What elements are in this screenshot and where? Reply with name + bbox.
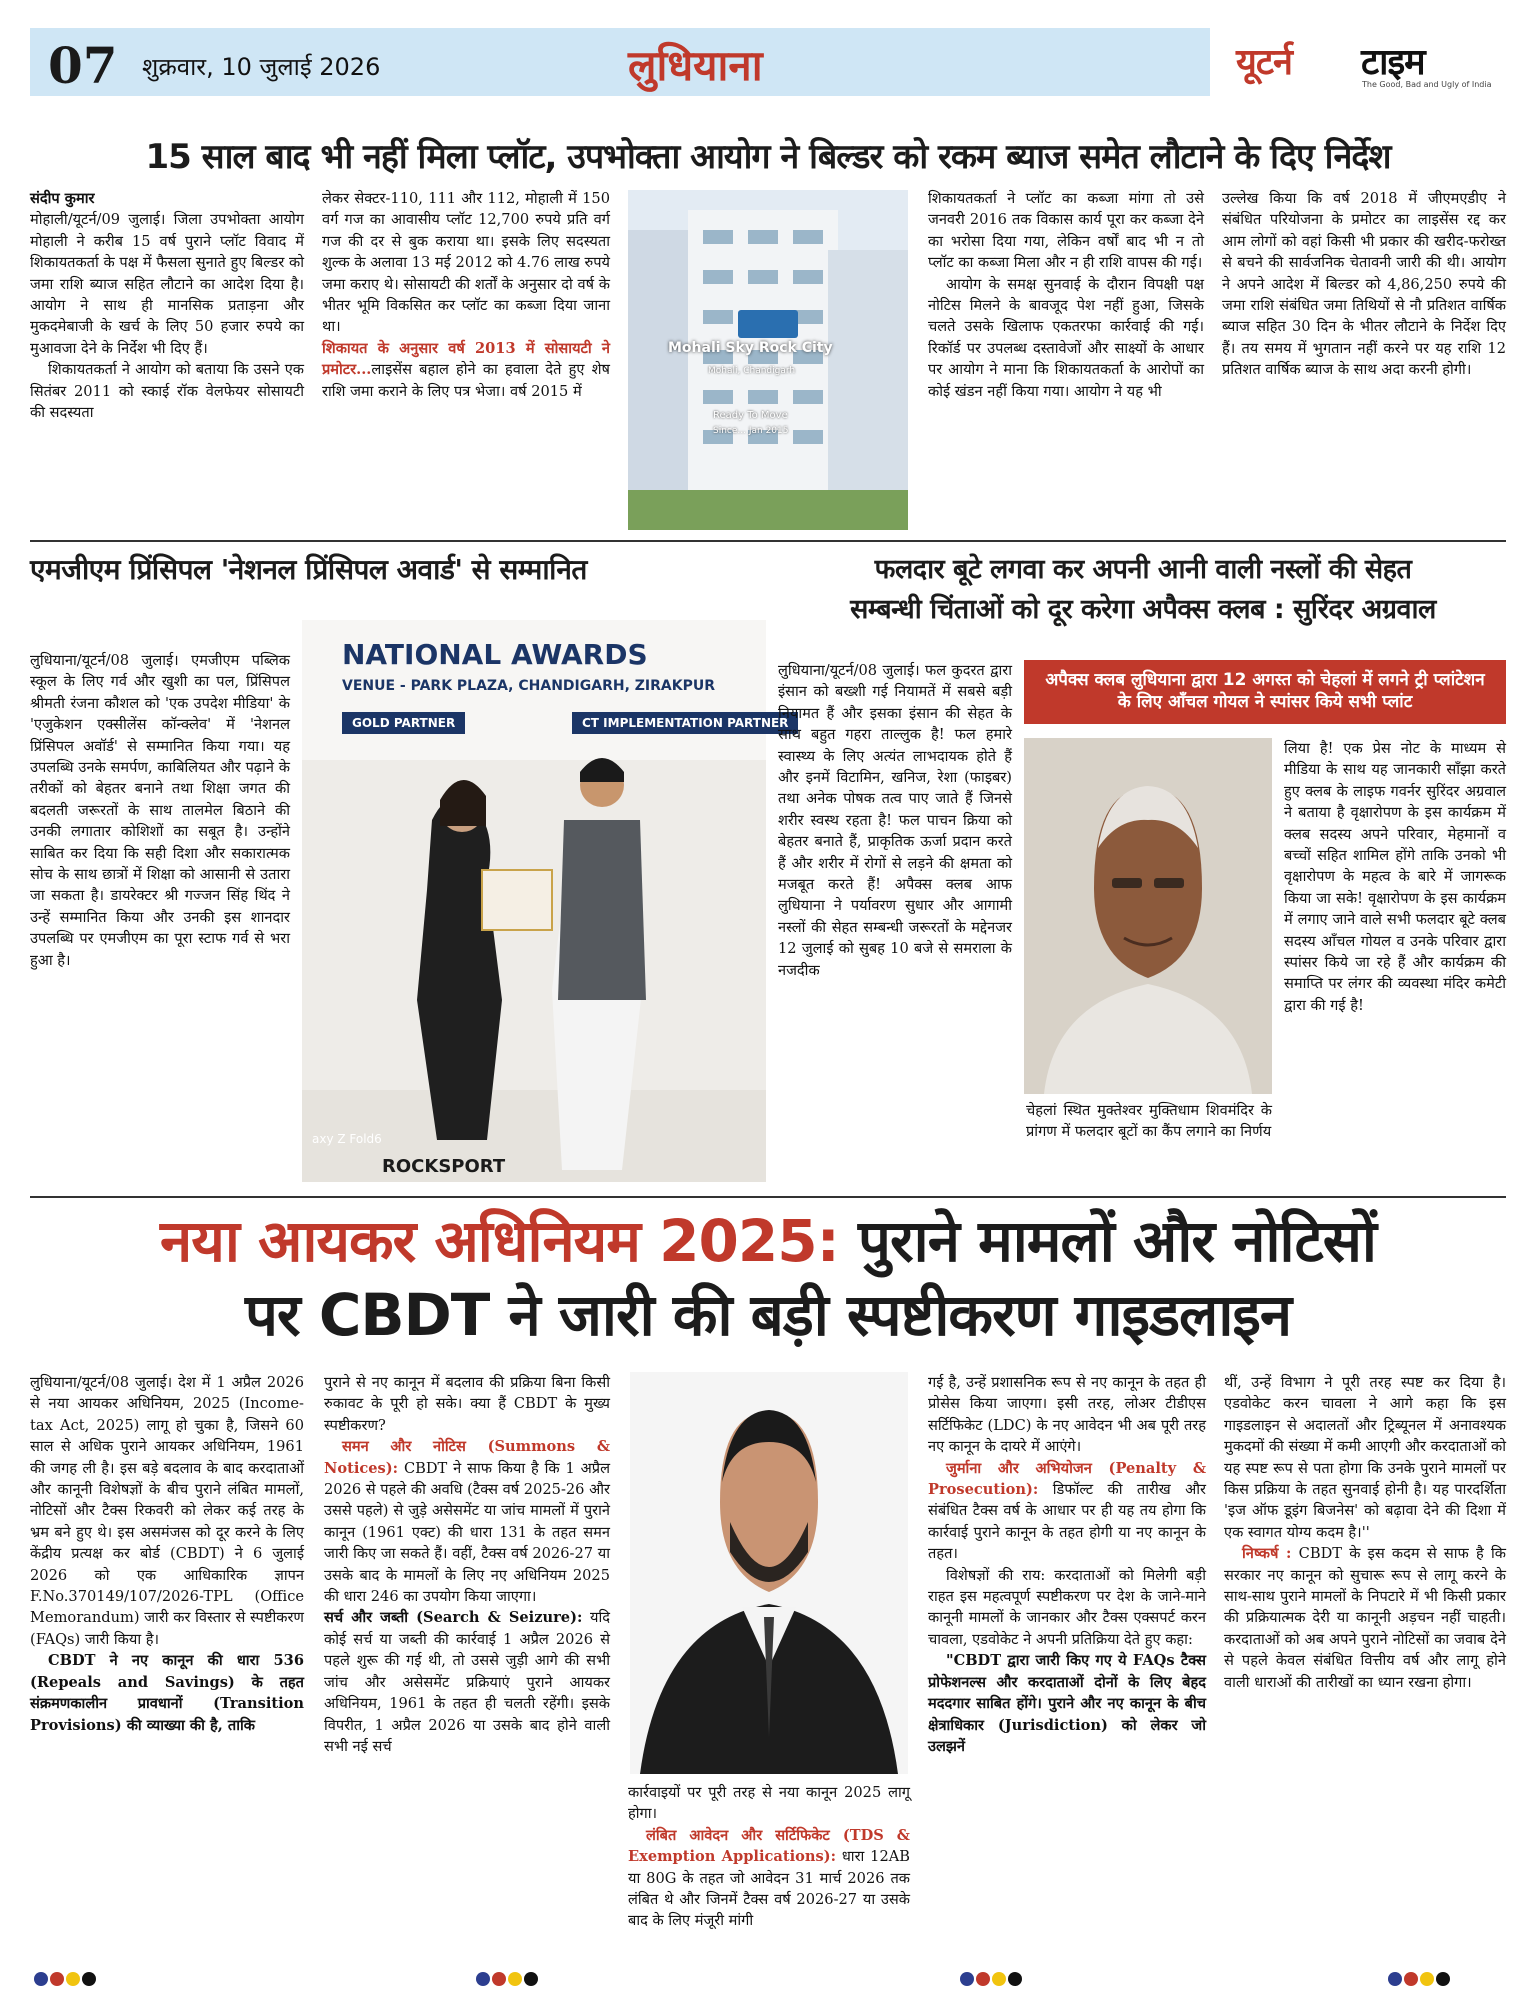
story4-col1: लुधियाना/यूटर्न/08 जुलाई। देश में 1 अप्रैल 2026 से नया आयकर अधिनियम, 2025 (Income-tax Act, 2025) लागू हो चुका है, जिसने 60 साल से अधिक पुराने आयकर अधिनियम, 1961 की जगह ली है। इस बड़े बदलाव के बाद करदाताओं और कानूनी विशेषज्ञों के बीच पुराने लंबित मामलों, नोटिसों और टैक्स रिकवरी को लेकर कई तरह के भ्रम बने हुए थे। इस असमंजस को दूर करने के लिए केंद्रीय प्रत्यक्ष कर बोर्ड (CBDT) ने 6 जुलाई 2026 को एक आधिकारिक ज्ञापन F.No.370149/107/2026-TPL (Office Memorandum) जारी कर विस्तार से स्पष्टीकरण (FAQs) जारी किया है। CBDT ने नए कानून की धारा 536 (Repeals and Savings) के तहत संक्रमणकालीन प्रावधानों (Transition Provisions) की व्याख्या की है, ताकि <box>30 1374 304 1734</box>
story1-photo-ready: Ready To Move <box>713 410 788 421</box>
story3-headline-line2: सम्बन्धी चिंताओं को दूर करेगा अपैक्स क्लब : सुरिंदर अग्रवाल <box>850 594 1436 625</box>
story1-red-lead: शिकायत के अनुसार वर्ष 2013 में सोसायटी ने प्रमोटर... <box>322 339 610 379</box>
page-number: 07 <box>48 36 118 95</box>
color-dot <box>508 1972 522 1986</box>
color-dot <box>34 1972 48 1986</box>
color-dot <box>1404 1972 1418 1986</box>
story3-portrait-photo <box>1024 738 1272 1094</box>
story4-col4: गई है, उन्हें प्रशासनिक रूप से नए कानून के तहत ही प्रोसेस किया जाएगा। इसी तरह, लोअर टीडीएस सर्टिफिकेट (LDC) के नए आवेदन भी अब पूरी तरह नए कानून के दायरे में आएंगे। जुर्माना और अभियोजन (Penalty & Prosecution): डिफॉल्ट की तारीख और संबंधित टैक्स वर्ष के आधार पर ही यह तय होगा कि कार्रवाई पुराने कानून के तहत होगी या नए कानून के तहत। विशेषज्ञों की राय: करदाताओं को मिलेगी बड़ी राहत इस महत्वपूर्ण स्पष्टीकरण पर देश के जाने-माने कानूनी मामलों के जानकार और टैक्स एक्सपर्ट करन चावला, एडवोकेट ने अपनी प्रतिक्रिया देते हुए कहा: "CBDT द्वारा जारी किए गए ये FAQs टैक्स प्रोफेशनल्स और करदाताओं दोनों के लिए बेहद मददगार साबित होंगे। पुराने और नए कानून के बीच क्षेत्राधिकार (Jurisdiction) को लेकर जो उलझनें <box>928 1374 1206 1755</box>
masthead <box>30 28 1506 96</box>
story1-building-photo <box>628 190 908 530</box>
registration-marks <box>34 1972 96 1986</box>
color-dot <box>82 1972 96 1986</box>
city-section-title: लुधियाना <box>628 41 763 90</box>
color-dot <box>1008 1972 1022 1986</box>
color-dot <box>1436 1972 1450 1986</box>
newspaper-logo: यूटर्न टाइम The Good, Bad and Ugly of India <box>1236 42 1492 89</box>
story1-col2: लेकर सेक्टर-110, 111 और 112, मोहाली में 150 वर्ग गज का आवासीय प्लॉट 12,700 रुपये प्रति वर्ग गज की दर से बुक कराया था। इसके लिए सदस्यता शुल्क के अलावा 13 मई 2012 को 4.76 लाख रुपये जमा कराए थे। सोसायटी की शर्तों के अनुसार दो वर्ष के भीतर भूमि विकसित कर प्लॉट का कब्जा दिया जाना था। शिकायत के अनुसार वर्ष 2013 में सोसायटी ने प्रमोटर...लाइसेंस बहाल होने का हवाला देते हुए शेष राशि जमा कराने के लिए पत्र भेजा। वर्ष 2015 में <box>322 190 610 400</box>
story4-headline-black: पुराने मामलों और नोटिसों <box>858 1207 1376 1275</box>
story2-body: लुधियाना/यूटर्न/08 जुलाई। एमजीएम पब्लिक स्कूल के लिए गर्व और खुशी का पल, प्रिंसिपल श्रीमती रंजना कौशल को 'एक उपदेश मीडिया' के 'एजुकेशन एक्सीलेंस कॉन्क्लेव' में 'नेशनल प्रिंसिपल अवॉर्ड' से सम्मानित किया गया। यह उपलब्धि उनके समर्पण, काबिलियत और पढ़ाने के तरीकों को बेहतर बनाने तथा शिक्षा जगत की बदलती जरूरतों के साथ तालमेल बिठाने की उनकी लगातार कोशिशों का सबूत है। उन्होंने साबित कर दिया कि सही दिशा और सकारात्मक सोच के साथ छात्रों में शिक्षा को आसानी से उतारा जा सकता है। डायरेक्टर श्री गज्जन सिंह थिंद ने उन्हें सम्मानित किया और उनकी इस शानदार उपलब्धि पर एमजीएम का पूरा स्टाफ गर्व से भरा हुआ है। <box>30 652 290 969</box>
color-dot <box>992 1972 1006 1986</box>
story4-headline-red: नया आयकर अधिनियम 2025: <box>160 1207 839 1275</box>
color-dot <box>1420 1972 1434 1986</box>
story4-advocate-photo <box>630 1372 908 1774</box>
story4-col3: कार्रवाइयों पर पूरी तरह से नया कानून 2025 लागू होगा। लंबित आवेदन और सर्टिफिकेट (TDS & Exemption Applications): धारा 12AB या 80G के तहत जो आवेदन 31 मार्च 2026 तक लंबित थे और जिनमें टैक्स वर्ष 2026-27 या उसके बाद के लिए मंजूरी मांगी <box>628 1784 910 1930</box>
story4-headline-line2: पर CBDT ने जारी की बड़ी स्पष्टीकरण गाइडलाइन <box>244 1281 1292 1349</box>
story4-col5: थीं, उन्हें विभाग ने पूरी तरह स्पष्ट कर दिया है। एडवोकेट करन चावला ने आगे कहा कि इस गाइडलाइन से अदालतों और ट्रिब्यूनल में अनावश्यक मुकदमों की संख्या में कमी आएगी और करदाताओं को यह स्पष्ट रूप से पता होगा कि उनके पुराने मामलों पर किस प्रक्रिया के तहत सुनवाई होनी है। यह पारदर्शिता 'इज ऑफ डूइंग बिजनेस' को बढ़ावा देने की दिशा में एक स्वागत योग्य कदम है।'' निष्कर्ष : CBDT के इस कदम से साफ है कि सरकार नए कानून को सुचारू रूप से लागू करने के साथ-साथ पुराने मामलों के निपटारे में भी किसी प्रकार की प्रक्रियात्मक देरी या कानूनी अड़चन नहीं चाहती। करदाताओं को अब अपने पुराने नोटिसों का जवाब देने से पहले केवल संबंधित वित्तीय वर्ष और लागू होने वाली धाराओं की तारीखों का ध्यान रखना होगा। <box>1224 1374 1506 1691</box>
story1-col3: शिकायतकर्ता ने प्लॉट का कब्जा मांगा तो उसे जनवरी 2016 तक विकास कार्य पूरा कर कब्जा देने का भरोसा दिया गया, लेकिन वर्षों बाद भी न तो प्लॉट का कब्जा मिला और न ही राशि वापस की गई। आयोग के समक्ष सुनवाई के दौरान विपक्षी पक्ष नोटिस मिलने के बावजूद पेश नहीं हुआ, जिसके चलते उसके खिलाफ एकतरफा कार्रवाई की गई। रिकॉर्ड पर उपलब्ध दस्तावेजों और साक्ष्यों के आधार पर आयोग ने माना कि शिकायतकर्ता के आरोपों का कोई खंडन नहीं किया गया। आयोग ने यह भी <box>928 190 1204 400</box>
story3-col3: लिया है! एक प्रेस नोट के माध्यम से मीडिया के साथ यह जानकारी साँझा करते हुए क्लब के लाइफ गवर्नर सुरिंदर अग्रवाल ने बताया है वृक्षारोपण के इस कार्यक्रम में क्लब सदस्य अपने परिवार, मेहमानों व बच्चों सहित शामिल होंगे ताकि उनको भी वृक्षारोपण के महत्व के बारे में जागरूक किया जा सके! वृक्षारोपण के इस कार्यक्रम में लगाए जाने वाले सभी फलदार बूटे क्लब सदस्य आँचल गोयल व उनके परिवार द्वारा स्पांसर किये जा रहे हैं और कार्यक्रम की समाप्ति पर लंगर की व्यवस्था मंदिर कमेटी द्वारा की गई है! <box>1284 740 1506 1014</box>
story1-photo-location: Mohali, Chandigarh <box>708 366 796 376</box>
color-dot <box>476 1972 490 1986</box>
byline: संदीप कुमार <box>30 190 95 207</box>
story3-col1: लुधियाना/यूटर्न/08 जुलाई। फल कुदरत द्वारा इंसान को बख्शी गई नियामतें में सबसे बड़ी नियामत हैं और इसका इंसान की सेहत के साथ बहुत गहरा ताल्लुक है! फल हमारे स्वास्थ्य के लिए अत्यंत लाभदायक होते हैं और इनमें विटामिन, खनिज, रेशा (फाइबर) तथा अनेक पोषक तत्व पाए जाते हैं जिनसे शरीर स्वस्थ रहता है! फल पाचन क्रिया को बेहतर बनाते हैं, प्राकृतिक ऊर्जा प्रदान करते हैं और शरीर में रोगों से लड़ने की क्षमता को मजबूत करते हैं! अपैक्स क्लब आफ लुधियाना ने पर्यावरण सुधार और आगामी नस्लों की सेहत सम्बन्धी जरूरतों के मद्देनजर 12 जुलाई को सुबह 10 बजे से समराला के नजदीक <box>778 662 1012 979</box>
color-dot <box>50 1972 64 1986</box>
story2-award-photo <box>302 620 789 1182</box>
color-dot <box>66 1972 80 1986</box>
award-photo-rocksport: ROCKSPORT <box>382 1156 506 1177</box>
registration-marks <box>960 1972 1022 1986</box>
color-dot <box>960 1972 974 1986</box>
story1-photo-title: Mohali Sky Rock City <box>668 340 833 356</box>
award-banner-ct: CT IMPLEMENTATION PARTNER <box>572 712 798 734</box>
story1-col4: उल्लेख किया कि वर्ष 2018 में जीएमएडीए ने संबंधित परियोजना के प्रमोटर का लाइसेंस रद्द कर आम लोगों को वहां किसी भी प्रकार की खरीद-फरोख्त से बचने की सार्वजनिक चेतावनी जारी की थी। आयोग ने अपने आदेश में बिल्डर को 4,86,250 रुपये की जमा राशि संबंधित जमा तिथियों से नौ प्रतिशत वार्षिक ब्याज सहित 30 दिन के भीतर लौटाने के निर्देश दिए हैं। तय समय में भुगतान नहीं करने पर यह राशि 12 प्रतिशत वार्षिक ब्याज के साथ अदा करनी होगी। <box>1222 190 1506 379</box>
story3-headline-line1: फलदार बूटे लगवा कर अपनी आनी वाली नस्लों की सेहत <box>874 554 1412 585</box>
award-banner-title: NATIONAL AWARDS <box>342 638 648 671</box>
issue-date: शुक्रवार, 10 जुलाई 2026 <box>142 53 381 81</box>
award-banner-venue: VENUE - PARK PLAZA, CHANDIGARH, ZIRAKPUR <box>342 678 715 694</box>
registration-marks <box>1388 1972 1450 1986</box>
award-banner-gold: GOLD PARTNER <box>342 712 465 734</box>
divider <box>30 540 1506 542</box>
color-dot <box>1388 1972 1402 1986</box>
divider <box>30 1196 1506 1198</box>
story1-col1: संदीप कुमार मोहाली/यूटर्न/09 जुलाई। जिला उपभोक्ता आयोग मोहाली ने करीब 15 वर्ष पुराने प्लॉट विवाद में शिकायतकर्ता के पक्ष में फैसला सुनाते हुए बिल्डर को जमा राशि ब्याज सहित लौटाने का आदेश दिया है। आयोग ने साथ ही मानसिक प्रताड़ना और मुकदमेबाजी के खर्च के लिए 50 हजार रुपये का मुआवजा देने के निर्देश भी दिए हैं। शिकायतकर्ता ने आयोग को बताया कि उसने एक सितंबर 2011 को स्काई रॉक वेलफेयर सोसायटी की सदस्यता <box>30 190 304 422</box>
story3-subhead-box: अपैक्स क्लब लुधियाना द्वारा 12 अगस्त को चेहलां में लगने ट्री प्लांटेशन के लिए आँचल गोयल ने स्पांसर किये सभी प्लांट <box>1024 660 1506 724</box>
story1-photo-since: Since... Jan 2015 <box>713 426 789 436</box>
color-dot <box>492 1972 506 1986</box>
story4-headline-line1 <box>30 1208 1506 1275</box>
story2-headline: एमजीएम प्रिंसिपल 'नेशनल प्रिंसिपल अवार्ड' से सम्मानित <box>30 553 587 586</box>
color-dot <box>976 1972 990 1986</box>
story1-headline: 15 साल बाद भी नहीं मिला प्लॉट, उपभोक्ता आयोग ने बिल्डर को रकम ब्याज समेत लौटाने के दिए निर्देश <box>145 137 1391 177</box>
color-dot <box>524 1972 538 1986</box>
story4-col2: पुराने से नए कानून में बदलाव की प्रक्रिया बिना किसी रुकावट के पूरी हो सके। क्या हैं CBDT के मुख्य स्पष्टीकरण? समन और नोटिस (Summons & Notices): CBDT ने साफ किया है कि 1 अप्रैल 2026 से पहले की अवधि (टैक्स वर्ष 2025-26 और उससे पहले) से जुड़े असेसमेंट या जांच मामलों में पुराने कानून (1961 एक्ट) की धारा 131 के तहत समन जारी किए जा सकते हैं। वहीं, टैक्स वर्ष 2026-27 या उसके बाद के मामलों के लिए नए अधिनियम 2025 की धारा 246 का उपयोग किया जाएगा। सर्च और जब्ती (Search & Seizure): यदि कोई सर्च या जब्ती की कार्रवाई 1 अप्रैल 2026 से पहले शुरू की गई थी, तो उससे जुड़ी आगे की सभी जांच और असेसमेंट प्रक्रियाएं पुराने आयकर अधिनियम, 1961 के तहत ही चलती रहेंगी। इसके विपरीत, 1 अप्रैल 2026 या उसके बाद होने वाली सभी नई सर्च <box>324 1374 611 1755</box>
award-photo-phone-mark: axy Z Fold6 <box>312 1132 382 1146</box>
story3-photo-caption: चेहलां स्थित मुक्तेश्वर मुक्तिधाम शिवमंदिर के प्रांगण में फलदार बूटों का कैंप लगाने का निर्णय <box>1026 1102 1272 1141</box>
registration-marks <box>476 1972 538 1986</box>
